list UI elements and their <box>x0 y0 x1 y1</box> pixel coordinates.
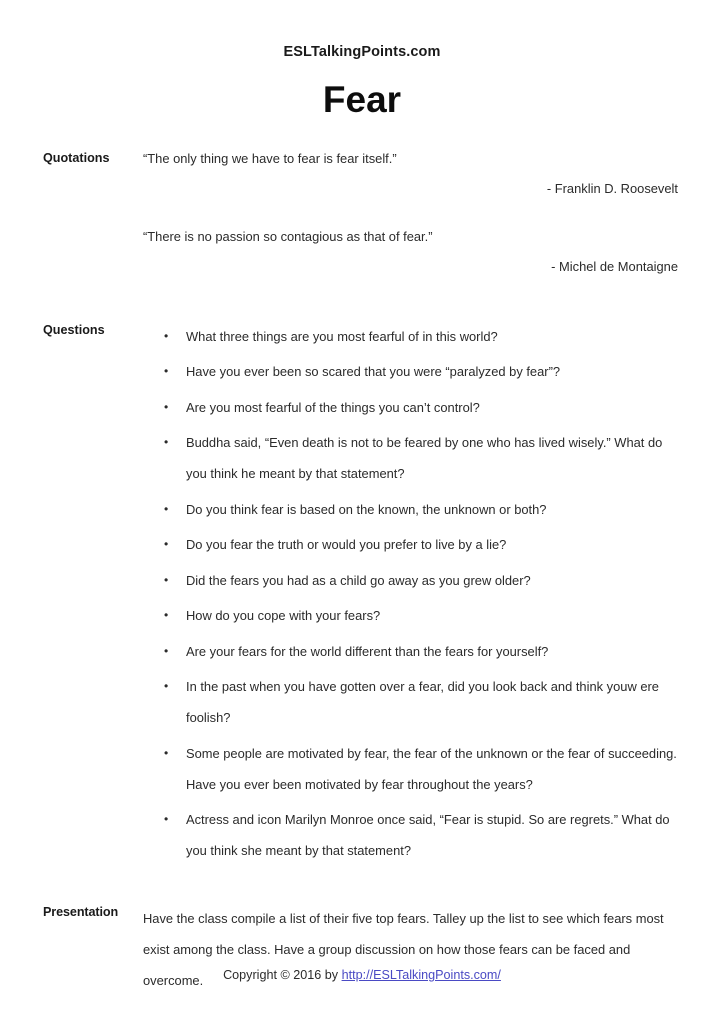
questions-list <box>143 321 678 867</box>
question-text: In the past when you have gotten over a fear, did you look back and think youw ere foolish? <box>186 679 659 725</box>
question-item <box>143 636 678 667</box>
question-text: Have you ever been so scared that you were “paralyzed by fear”? <box>186 364 561 379</box>
questions-section <box>0 321 724 867</box>
quotation-block <box>143 149 678 198</box>
question-item <box>143 427 678 489</box>
question-item <box>143 565 678 596</box>
page-title: Fear <box>322 78 402 120</box>
bullet-icon: • <box>164 364 169 378</box>
question-text: Actress and icon Marilyn Monroe once said, “Fear is stupid. So are regrets.” What do you think she meant by that statement? <box>186 812 670 858</box>
question-text: Do you fear the truth or would you prefer to live by a lie? <box>186 537 507 552</box>
question-item <box>143 494 678 525</box>
site-link[interactable]: http://ESLTalkingPoints.com/ <box>341 968 501 982</box>
question-text: Some people are motivated by fear, the fear of the unknown or the fear of succeeding. Have you ever been motivated by fear throughout the years? <box>186 745 677 792</box>
quotations-label: Quotations <box>43 150 110 165</box>
question-text: Are you most fearful of the things you can’t control? <box>186 399 480 415</box>
bullet-icon: • <box>164 435 169 449</box>
question-item <box>143 356 678 387</box>
question-item <box>143 600 678 631</box>
question-text: Did the fears you had as a child go away as you grew older? <box>186 572 531 588</box>
question-item <box>143 804 678 866</box>
presentation-text: Have the class compile a list of their five top fears. Talley up the list to see which fears most exist among the class. Have a group discussion on how those fears can be faced and overcome. <box>143 911 664 988</box>
question-item <box>143 671 678 733</box>
bullet-icon: • <box>164 572 169 587</box>
question-item <box>143 738 678 800</box>
question-text: How do you cope with your fears? <box>186 608 381 623</box>
question-text: Do you think fear is based on the known, the unknown or both? <box>186 501 547 517</box>
question-item <box>143 392 678 423</box>
question-text: Buddha said, “Even death is not to be feared by one who has lived wisely.” What do you think he meant by that statement? <box>186 435 663 481</box>
question-text: What three things are you most fearful of in this world? <box>186 328 498 344</box>
questions-label: Questions <box>43 322 105 337</box>
quotation-attribution: - Franklin D. Roosevelt <box>546 180 678 196</box>
bullet-icon: • <box>164 608 169 622</box>
quotations-section <box>0 149 724 276</box>
question-text: Are your fears for the world different than the fears for yourself? <box>186 643 549 659</box>
bullet-icon: • <box>164 679 169 693</box>
footer <box>0 966 724 984</box>
quotations-list <box>143 149 678 276</box>
quotation-attribution: - Michel de Montaigne <box>551 258 678 274</box>
bullet-icon: • <box>164 812 169 826</box>
bullet-icon: • <box>164 501 169 516</box>
quotation-block <box>143 227 678 276</box>
presentation-label: Presentation <box>43 905 119 919</box>
question-item <box>143 321 678 352</box>
site-name: ESLTalkingPoints.com <box>283 44 441 60</box>
question-item <box>143 529 678 560</box>
bullet-icon: • <box>164 745 169 760</box>
questions-body <box>143 321 678 867</box>
bullet-icon: • <box>164 643 169 658</box>
quotation-text: “There is no passion so contagious as that of fear.” <box>143 228 433 244</box>
bullet-icon: • <box>164 328 169 343</box>
bullet-icon: • <box>164 399 169 414</box>
copyright-text: Copyright © 2016 by <box>223 968 342 982</box>
bullet-icon: • <box>164 537 169 551</box>
quotation-text: “The only thing we have to fear is fear itself.” <box>143 150 397 166</box>
